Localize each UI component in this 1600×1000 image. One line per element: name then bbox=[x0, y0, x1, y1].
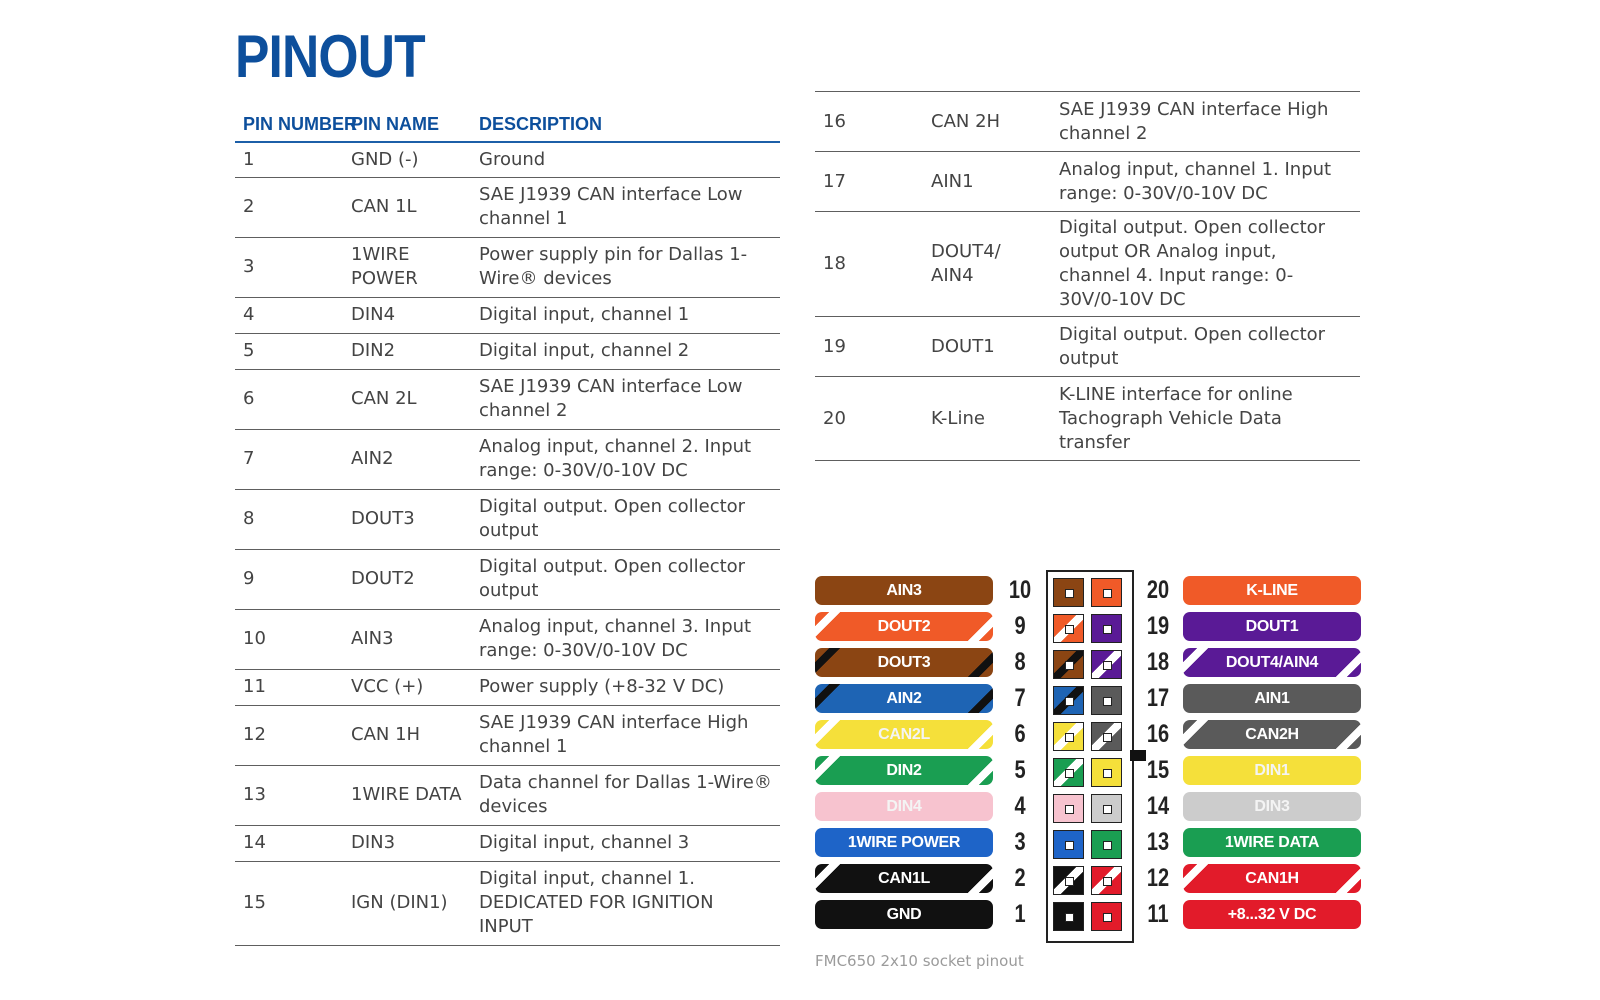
pin-label-7: AIN2 bbox=[815, 684, 993, 713]
header-pin-number: PIN NUMBER bbox=[235, 104, 343, 142]
pin-number-7: 7 bbox=[1014, 684, 1026, 712]
pin-name-cell: GND (-) bbox=[343, 142, 471, 177]
pin-number-cell: 15 bbox=[235, 861, 343, 945]
pin-name-cell: VCC (+) bbox=[343, 669, 471, 705]
socket-hole bbox=[1103, 733, 1112, 742]
description-cell: Power supply pin for Dallas 1-Wire® devices bbox=[471, 237, 780, 297]
pin-number-20: 20 bbox=[1146, 576, 1170, 604]
pin-label-1: GND bbox=[815, 900, 993, 929]
socket-pin-19 bbox=[1091, 614, 1122, 643]
table-row bbox=[235, 549, 780, 609]
pinout-table-left bbox=[235, 104, 780, 946]
description-cell: Digital output. Open collector output bbox=[471, 489, 780, 549]
pin-label-14: DIN3 bbox=[1183, 792, 1361, 821]
pin-name-cell: DIN3 bbox=[343, 825, 471, 861]
description-cell: Digital output. Open collector output bbox=[471, 549, 780, 609]
pin-number-cell: 14 bbox=[235, 825, 343, 861]
pin-number-cell: 6 bbox=[235, 369, 343, 429]
pin-label-18: DOUT4/AIN4 bbox=[1183, 648, 1361, 677]
pin-number-2: 2 bbox=[1014, 864, 1026, 892]
pin-label-19: DOUT1 bbox=[1183, 612, 1361, 641]
pin-number-cell: 3 bbox=[235, 237, 343, 297]
pin-label-4: DIN4 bbox=[815, 792, 993, 821]
pin-name-cell: DOUT3 bbox=[343, 489, 471, 549]
socket-hole bbox=[1103, 913, 1112, 922]
pin-name-cell: K-Line bbox=[923, 377, 1051, 461]
diagram-caption: FMC650 2x10 socket pinout bbox=[815, 952, 1024, 970]
description-cell: Power supply (+8-32 V DC) bbox=[471, 669, 780, 705]
pin-number-10: 10 bbox=[1008, 576, 1032, 604]
pin-number-19: 19 bbox=[1146, 612, 1170, 640]
pin-number-cell: 11 bbox=[235, 669, 343, 705]
socket-pin-14 bbox=[1091, 794, 1122, 823]
pin-number-11: 11 bbox=[1147, 900, 1169, 928]
description-cell: SAE J1939 CAN interface High channel 1 bbox=[471, 705, 780, 765]
socket-pin-3 bbox=[1053, 830, 1084, 859]
table-row bbox=[815, 152, 1360, 212]
pin-label-17: AIN1 bbox=[1183, 684, 1361, 713]
pin-number-cell: 4 bbox=[235, 297, 343, 333]
pin-label-5: DIN2 bbox=[815, 756, 993, 785]
socket-hole bbox=[1065, 589, 1074, 598]
description-cell: SAE J1939 CAN interface Low channel 2 bbox=[471, 369, 780, 429]
socket-pin-12 bbox=[1091, 866, 1122, 895]
pin-name-cell: DOUT2 bbox=[343, 549, 471, 609]
pin-number-15: 15 bbox=[1146, 756, 1170, 784]
table-row bbox=[815, 92, 1360, 152]
pin-number-cell: 13 bbox=[235, 765, 343, 825]
pin-number-18: 18 bbox=[1146, 648, 1170, 676]
header-pin-name: PIN NAME bbox=[343, 104, 471, 142]
pin-number-cell: 8 bbox=[235, 489, 343, 549]
table-row bbox=[235, 705, 780, 765]
socket-pin-20 bbox=[1091, 578, 1122, 607]
pin-label-9: DOUT2 bbox=[815, 612, 993, 641]
description-cell: Analog input, channel 3. Input range: 0-30V/0-10V DC bbox=[471, 609, 780, 669]
pin-label-13: 1WIRE DATA bbox=[1183, 828, 1361, 857]
table-row bbox=[235, 669, 780, 705]
pin-number-17: 17 bbox=[1146, 684, 1170, 712]
description-cell: Digital input, channel 1 bbox=[471, 297, 780, 333]
socket-pin-4 bbox=[1053, 794, 1084, 823]
socket-connector bbox=[1046, 570, 1134, 943]
table-row bbox=[815, 317, 1360, 377]
socket-pin-16 bbox=[1091, 722, 1122, 751]
socket-hole bbox=[1065, 913, 1074, 922]
socket-pin-9 bbox=[1053, 614, 1084, 643]
page-title: PINOUT bbox=[235, 23, 425, 90]
pin-number-cell: 2 bbox=[235, 177, 343, 237]
pin-number-cell: 16 bbox=[815, 92, 923, 152]
pin-number-cell: 20 bbox=[815, 377, 923, 461]
socket-hole bbox=[1103, 625, 1112, 634]
pin-number-8: 8 bbox=[1014, 648, 1026, 676]
pin-number-cell: 19 bbox=[815, 317, 923, 377]
pin-name-cell: DIN2 bbox=[343, 333, 471, 369]
table-row bbox=[815, 212, 1360, 317]
table-row bbox=[815, 377, 1360, 461]
socket-pin-1 bbox=[1053, 902, 1084, 931]
socket-hole bbox=[1103, 769, 1112, 778]
pin-number-9: 9 bbox=[1014, 612, 1026, 640]
description-cell: K-LINE interface for online Tachograph Vehicle Data transfer bbox=[1051, 377, 1360, 461]
description-cell: Analog input, channel 2. Input range: 0-30V/0-10V DC bbox=[471, 429, 780, 489]
pin-name-cell: AIN3 bbox=[343, 609, 471, 669]
pin-label-15: DIN1 bbox=[1183, 756, 1361, 785]
socket-hole bbox=[1065, 877, 1074, 886]
pin-number-cell: 1 bbox=[235, 142, 343, 177]
table-row bbox=[235, 333, 780, 369]
pin-label-10: AIN3 bbox=[815, 576, 993, 605]
table-row bbox=[235, 861, 780, 945]
socket-hole bbox=[1065, 769, 1074, 778]
description-cell: SAE J1939 CAN interface High channel 2 bbox=[1051, 92, 1360, 152]
pin-name-cell: DIN4 bbox=[343, 297, 471, 333]
pin-number-cell: 5 bbox=[235, 333, 343, 369]
socket-hole bbox=[1103, 805, 1112, 814]
socket-hole bbox=[1103, 697, 1112, 706]
pin-name-cell: DOUT1 bbox=[923, 317, 1051, 377]
socket-pin-18 bbox=[1091, 650, 1122, 679]
table-row bbox=[235, 177, 780, 237]
pin-number-14: 14 bbox=[1146, 792, 1170, 820]
table-row bbox=[235, 369, 780, 429]
socket-pin-5 bbox=[1053, 758, 1084, 787]
pin-number-cell: 9 bbox=[235, 549, 343, 609]
socket-hole bbox=[1065, 625, 1074, 634]
header-description: DESCRIPTION bbox=[471, 104, 780, 142]
pin-name-cell: CAN 2H bbox=[923, 92, 1051, 152]
pinout-table-right bbox=[815, 91, 1360, 461]
pin-label-11: +8...32 V DC bbox=[1183, 900, 1361, 929]
table-row bbox=[235, 825, 780, 861]
pin-number-16: 16 bbox=[1146, 720, 1170, 748]
socket-pin-17 bbox=[1091, 686, 1122, 715]
pin-name-cell: AIN2 bbox=[343, 429, 471, 489]
table-row bbox=[235, 489, 780, 549]
socket-hole bbox=[1065, 733, 1074, 742]
pin-name-cell: CAN 1H bbox=[343, 705, 471, 765]
pin-number-cell: 18 bbox=[815, 212, 923, 317]
socket-hole bbox=[1065, 805, 1074, 814]
socket-pin-11 bbox=[1091, 902, 1122, 931]
description-cell: Digital output. Open collector output OR Analog input, channel 4. Input range: 0-30V/0-10V DC bbox=[1051, 212, 1360, 317]
socket-hole bbox=[1103, 877, 1112, 886]
description-cell: Analog input, channel 1. Input range: 0-30V/0-10V DC bbox=[1051, 152, 1360, 212]
table-header-row bbox=[235, 104, 780, 142]
table-row bbox=[235, 765, 780, 825]
pin-name-cell: CAN 1L bbox=[343, 177, 471, 237]
socket-pin-10 bbox=[1053, 578, 1084, 607]
socket-pin-13 bbox=[1091, 830, 1122, 859]
socket-hole bbox=[1103, 661, 1112, 670]
pin-label-3: 1WIRE POWER bbox=[815, 828, 993, 857]
pin-name-cell: AIN1 bbox=[923, 152, 1051, 212]
pin-number-cell: 7 bbox=[235, 429, 343, 489]
pin-label-8: DOUT3 bbox=[815, 648, 993, 677]
socket-pin-15 bbox=[1091, 758, 1122, 787]
pin-number-1: 1 bbox=[1014, 900, 1026, 928]
pin-label-20: K-LINE bbox=[1183, 576, 1361, 605]
table-row bbox=[235, 142, 780, 177]
description-cell: SAE J1939 CAN interface Low channel 1 bbox=[471, 177, 780, 237]
table-row bbox=[235, 609, 780, 669]
pin-name-cell: CAN 2L bbox=[343, 369, 471, 429]
connector-key bbox=[1130, 750, 1146, 761]
pin-number-6: 6 bbox=[1014, 720, 1026, 748]
socket-hole bbox=[1065, 841, 1074, 850]
socket-hole bbox=[1103, 589, 1112, 598]
description-cell: Digital output. Open collector output bbox=[1051, 317, 1360, 377]
pin-number-13: 13 bbox=[1146, 828, 1170, 856]
pin-name-cell: DOUT4/ AIN4 bbox=[923, 212, 1051, 317]
description-cell: Digital input, channel 3 bbox=[471, 825, 780, 861]
pin-number-12: 12 bbox=[1146, 864, 1170, 892]
table-row bbox=[235, 429, 780, 489]
socket-hole bbox=[1103, 841, 1112, 850]
pin-name-cell: 1WIRE POWER bbox=[343, 237, 471, 297]
pin-number-5: 5 bbox=[1014, 756, 1026, 784]
pin-label-16: CAN2H bbox=[1183, 720, 1361, 749]
socket-pin-6 bbox=[1053, 722, 1084, 751]
socket-hole bbox=[1065, 697, 1074, 706]
socket-hole bbox=[1065, 661, 1074, 670]
table-row bbox=[235, 297, 780, 333]
socket-pin-8 bbox=[1053, 650, 1084, 679]
pin-label-12: CAN1H bbox=[1183, 864, 1361, 893]
pin-label-6: CAN2L bbox=[815, 720, 993, 749]
pin-number-cell: 17 bbox=[815, 152, 923, 212]
description-cell: Digital input, channel 2 bbox=[471, 333, 780, 369]
pin-number-cell: 12 bbox=[235, 705, 343, 765]
pin-label-2: CAN1L bbox=[815, 864, 993, 893]
table-row bbox=[235, 237, 780, 297]
description-cell: Data channel for Dallas 1-Wire® devices bbox=[471, 765, 780, 825]
pin-number-3: 3 bbox=[1014, 828, 1026, 856]
pin-number-cell: 10 bbox=[235, 609, 343, 669]
pin-number-4: 4 bbox=[1014, 792, 1026, 820]
pin-name-cell: 1WIRE DATA bbox=[343, 765, 471, 825]
description-cell: Ground bbox=[471, 142, 780, 177]
socket-pin-2 bbox=[1053, 866, 1084, 895]
socket-pin-7 bbox=[1053, 686, 1084, 715]
description-cell: Digital input, channel 1. DEDICATED FOR IGNITION INPUT bbox=[471, 861, 780, 945]
pin-name-cell: IGN (DIN1) bbox=[343, 861, 471, 945]
